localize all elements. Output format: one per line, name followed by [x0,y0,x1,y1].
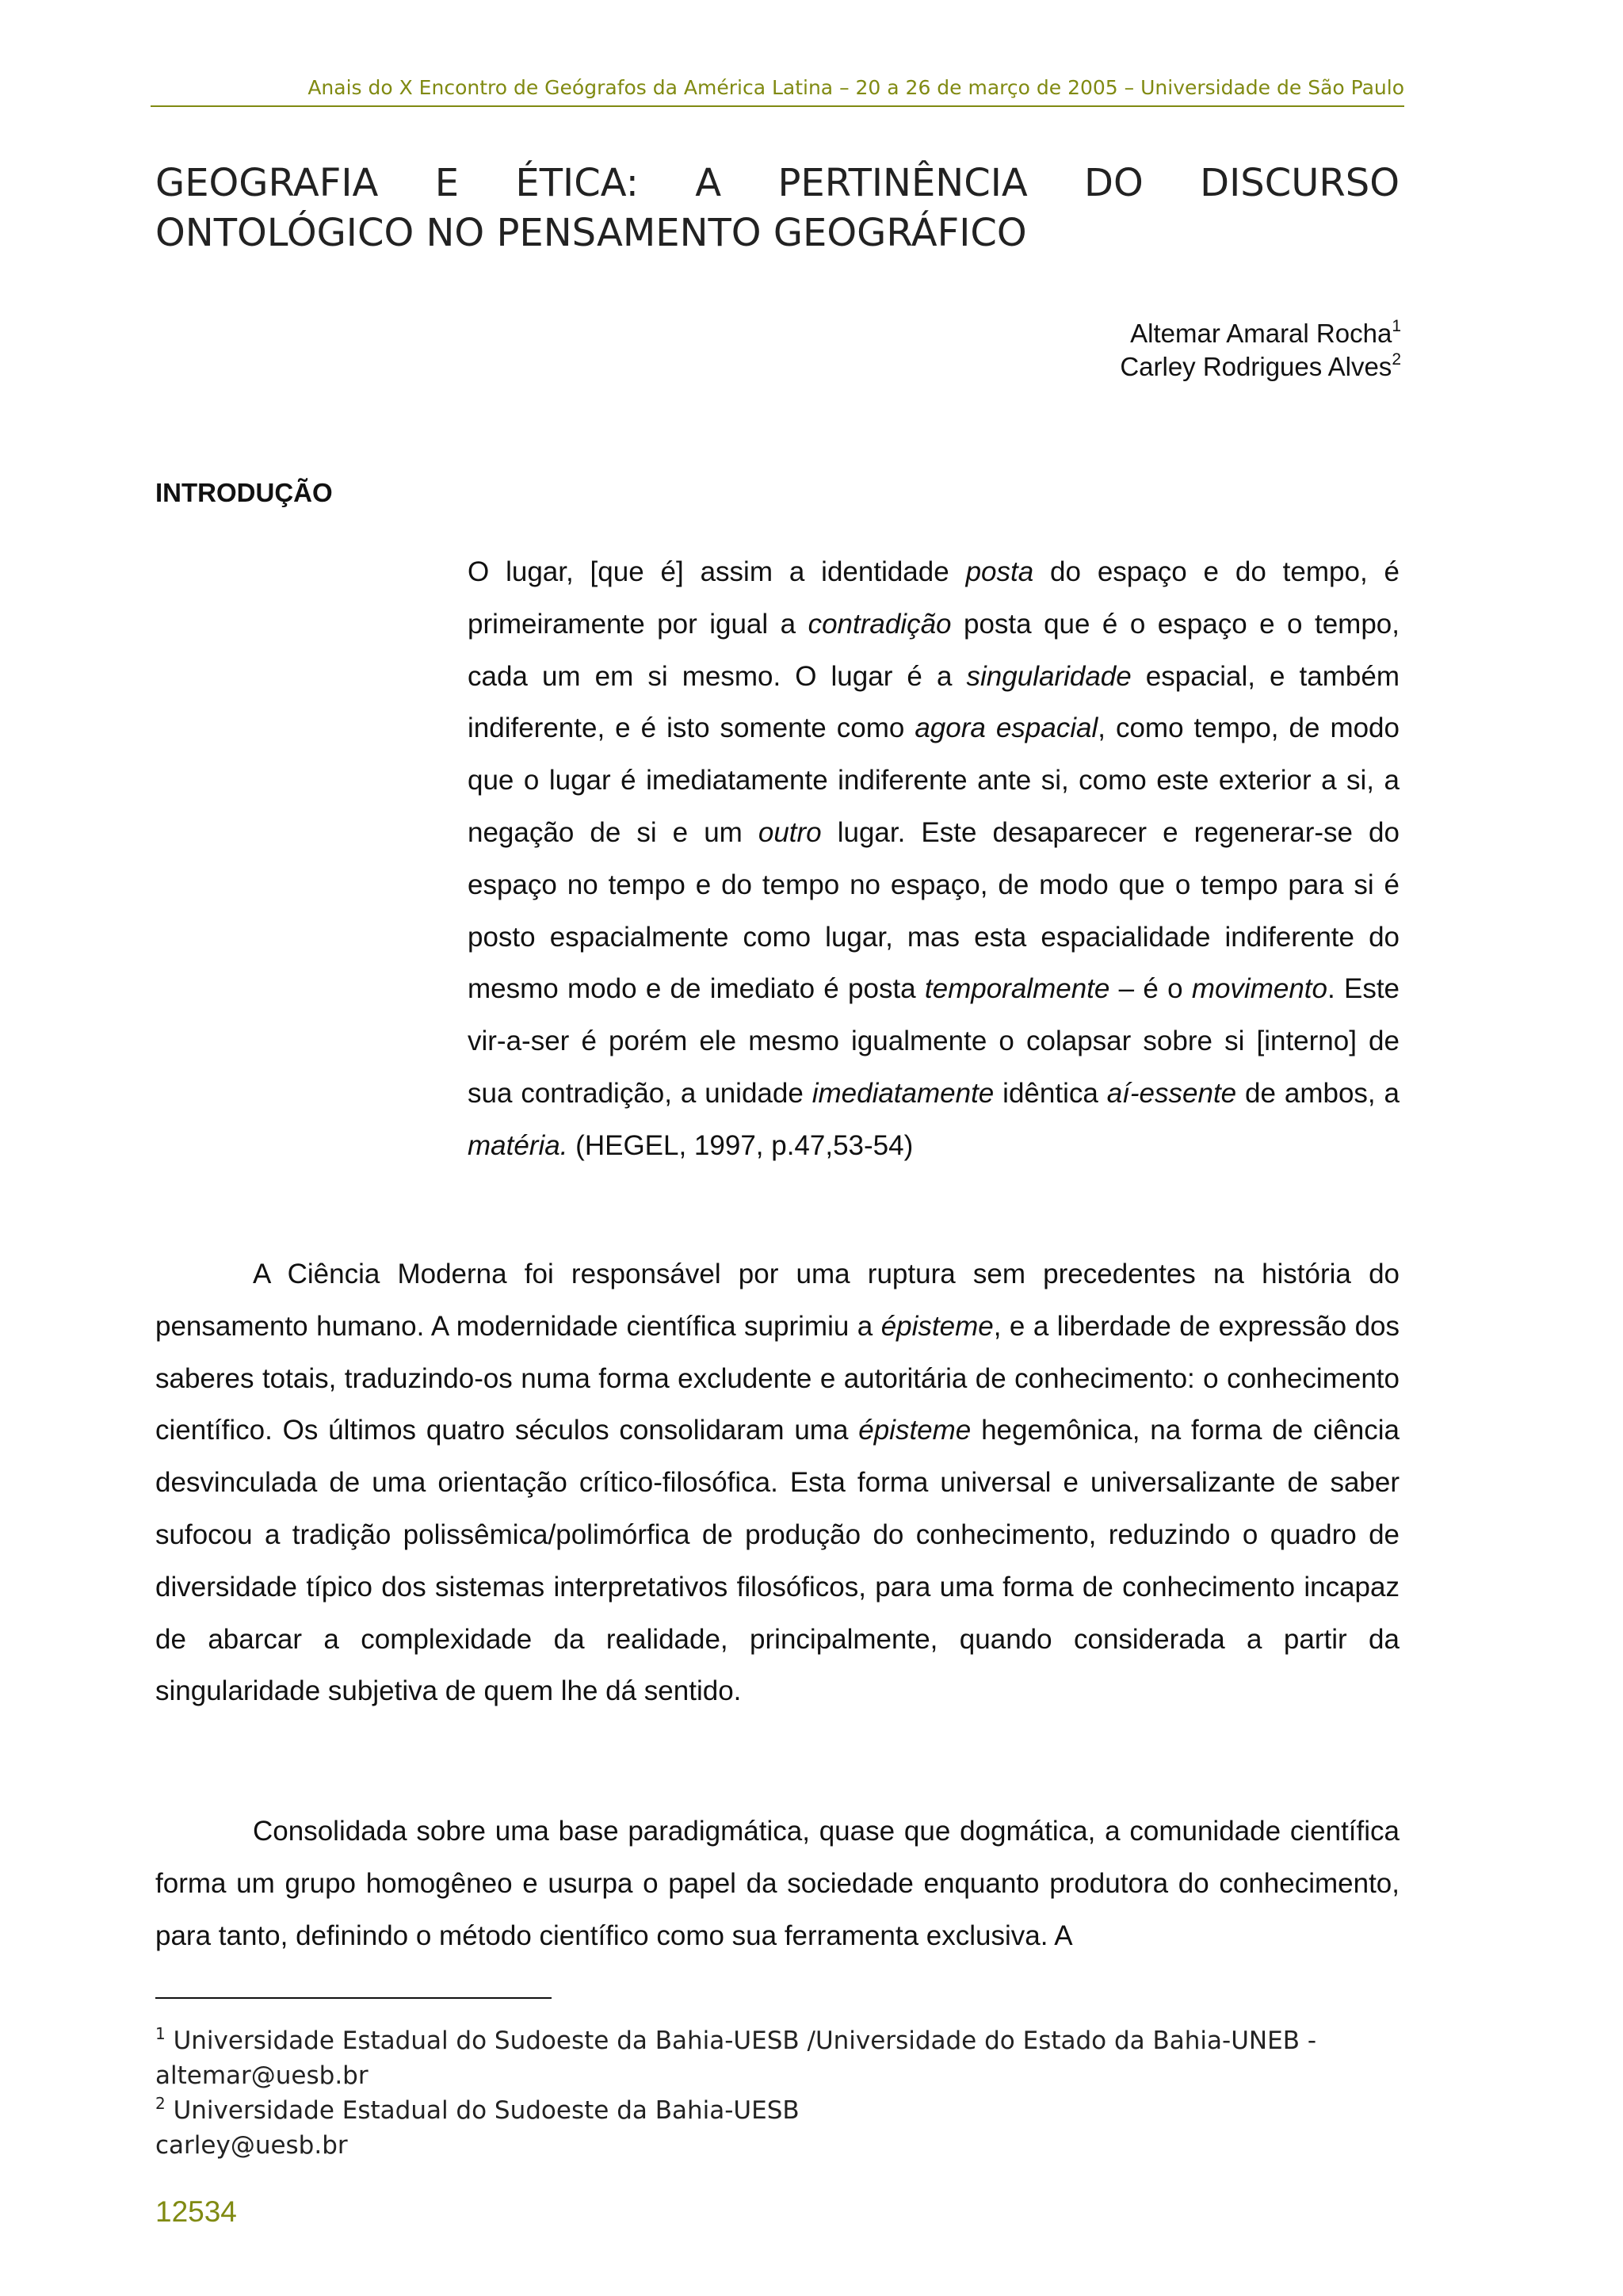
author-1 [1120,317,1401,350]
title-line-1: GEOGRAFIA E ÉTICA: A PERTINÊNCIA DO DISCURSO [155,161,1400,205]
author-2-footnote-mark: 2 [1392,350,1401,369]
footnote-2: $^2$ Universidade Estadual do Sudoeste da Bahia-UESB carley@uesb.br [155,2094,800,2160]
paper-title [155,159,1400,258]
author-2 [1120,350,1401,384]
running-header: Anais do X Encontro de Geógrafos da América Latina – 20 a 26 de março de 2005 – Universidade de São Paulo [307,76,1404,99]
footnote-separator [155,1997,552,1999]
footnote-1: $^1$ Universidade Estadual do Sudoeste da Bahia-UESB /Universidade do Estado da Bahia-UNEB - altemar@uesb.br [155,2024,1317,2090]
body-paragraph-1: A Ciência Moderna foi responsável por uma ruptura sem precedentes na história do pensamento humano. A modernidade científica suprimiu a épisteme, e a liberdade de expressão dos saberes totais, traduzindo-os numa forma excludente e autoritária de conhecimento: o conhecimento científico. Os últimos quatro séculos consolidaram uma épisteme hegemônica, na forma de ciência desvinculada de uma orientação crítico-filosófica. Esta forma universal e universalizante de saber sufocou a tradição polissêmica/polimórfica de produção do conhecimento, reduzindo o quadro de diversidade típico dos sistemas interpretativos filosóficos, para uma forma de conhecimento incapaz de abarcar a complexidade da realidade, principalmente, quando considerada a partir da singularidade subjetiva de quem lhe dá sentido. [155,1259,1400,1707]
footnote-2-mark: 2 [155,2094,166,2113]
header-rule [151,105,1404,107]
author-1-name: Altemar Amaral Rocha [1130,319,1392,348]
block-quote: O lugar, [que é] assim a identidade posta do espaço e do tempo, é primeiramente por igual a contradição posta que é o espaço e o tempo, cada um em si mesmo. O lugar é a singularidade espacial, e também indiferente, e é isto somente como agora espacial, como tempo, de modo que o lugar é imediatamente indiferente ante si, como este exterior a si, a negação de si e um outro lugar. Este desaparecer e regenerar-se do espaço no tempo e do tempo no espaço, de modo que o tempo para si é posto espacialmente como lugar, mas esta espacialidade indiferente do mesmo modo e de imediato é posta temporalmente – é o movimento. Este vir-a-ser é porém ele mesmo igualmente o colapsar sobre si [interno] de sua contradição, a unidade imediatamente idêntica aí-essente de ambos, a matéria. (HEGEL, 1997, p.47,53-54) [468,556,1400,1161]
footnotes [155,2023,1400,2163]
body-paragraph-2: Consolidada sobre uma base paradigmática, quase que dogmática, a comunidade científica forma um grupo homogêneo e usurpa o papel da sociedade enquanto produtora do conhecimento, para tanto, definindo o método científico como sua ferramenta exclusiva. A [155,1816,1400,1951]
author-1-footnote-mark: 1 [1392,317,1401,335]
section-heading: INTRODUÇÃO [155,478,333,507]
title-line-2: ONTOLÓGICO NO PENSAMENTO GEOGRÁFICO [155,211,1027,255]
author-2-name: Carley Rodrigues Alves [1120,352,1392,381]
page-number: 12534 [155,2195,237,2228]
footnote-2-email[interactable]: carley@uesb.br [155,2131,348,2160]
footnote-1-mark: 1 [155,2024,166,2043]
author-block [1120,317,1401,384]
footnote-1-email[interactable]: altemar@uesb.br [155,2061,369,2090]
